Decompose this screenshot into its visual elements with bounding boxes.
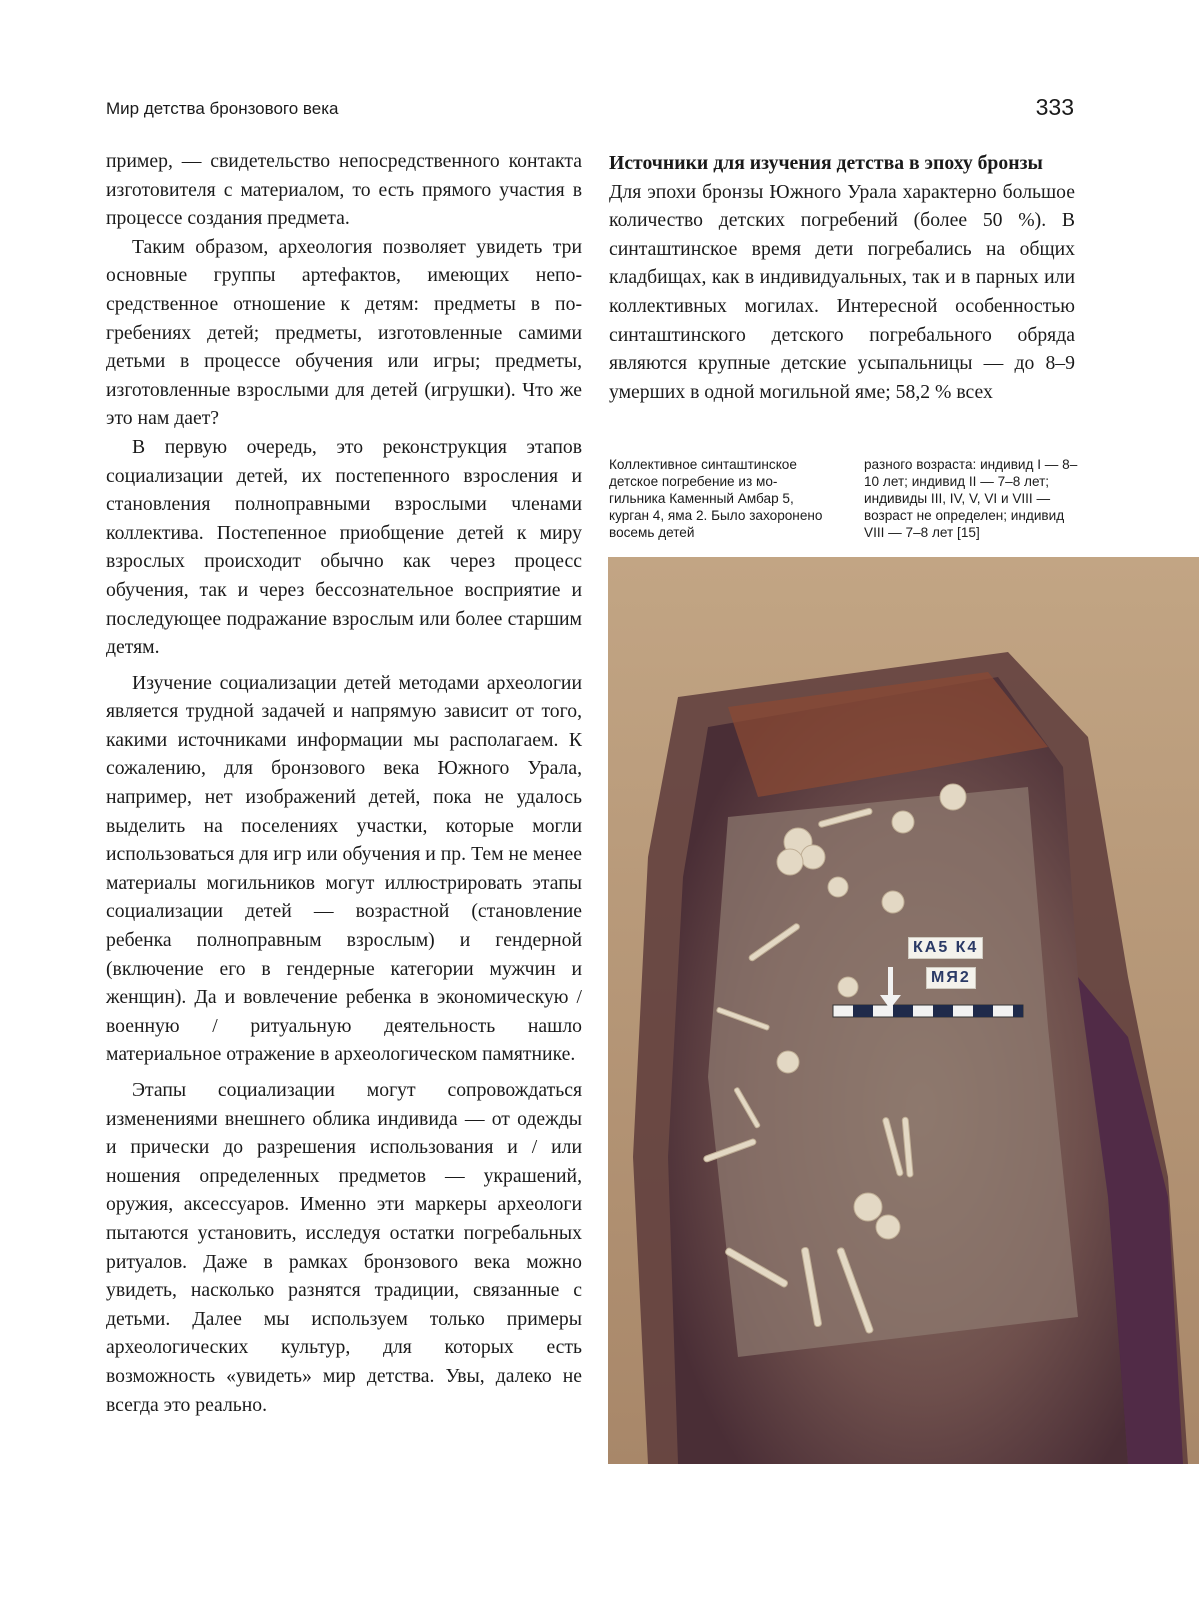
paragraph: пример, — свидетельство непосредственного кон­такта изготовителя с материалом, то есть прямого участия в процессе создания предмета. [106,147,582,233]
figure-caption-right: разного возраста: индивид I — 8–10 лет; индивид II — 7–8 лет; индивиды III, IV, V, VI и VIII — возраст не определен; индивид VIII — 7–8 лет [15] [864,456,1084,541]
section-heading: Источники для изучения детства в эпоху бронзы [609,149,1075,178]
paragraph: Этапы социализации могут сопровождаться изменениями внешнего облика индивида — от одежды и прически до разрешения использования и / или ношения определенных предметов — укра­шений, оружия, аксессуаров. Именно эти маркеры археологи пытаются установить, исследуя остатки погребальных ритуалов. Даже в рамках бронзового века можно увидеть, насколько разнятся традиции, связанные с детьми. Далее мы используем только примеры археологических культур, для которых есть возможность «увидеть» мир детства. Увы, да­леко не всегда это реально. [106,1076,582,1419]
paragraph: В первую очередь, это реконструкция этапов социализации детей, их постепенного взросления и становления полноправными взрослыми члена­ми коллектива. Постепенное приобщение детей к миру взрослых происходит обычно как через процесс обучения, так и через бессознательное вос­приятие и последующее подражание взрослым или более старшим детям. [106,433,582,662]
running-title: Мир детства бронзового века [106,99,339,119]
scale-bar [833,1005,1023,1017]
paragraph: Изучение социализации детей методами архео­логии является трудной задачей и напрямую зави­сит от того, какими источниками информации мы располагаем. К сожалению, для бронзового века Южного Урала, например, нет изображений детей, пока не удалось выделить на поселениях участки, которые могли использоваться для игр или обуче­ния и пр. Тем не менее материалы могильников мо­гут иллюстрировать этапы социализации детей — возрастной (становление ребенка полноправным взрослым) и гендерной (включение его в гендерные категории мужчин и женщин). Да и вовлечение ре­бенка в экономическую / военную / ритуальную деятельность нашло материальное отражение в ар­хеологическом памятнике. [106,669,582,1069]
right-text-column [609,149,1075,406]
burial-photo-illustration [608,557,1199,1464]
page-number: 333 [1010,94,1074,121]
site-label-board: КА5 К4 [908,937,983,959]
figure-caption-left: Коллективное синташтинское детское погребение из мо­гильника Каменный Амбар 5, курган 4, яма 2. Было захоронено восемь детей [609,456,825,541]
paragraph: Таким образом, археология позволяет увидеть три основные группы артефактов, имеющих непо­средственное отношение к детям: предметы в по­гребениях детей; предметы, изготовленные самими детьми в процессе обучения или игры; предметы, изготовленные взрослыми для детей (игрушки). Что же это нам дает? [106,233,582,433]
burial-excavation-photo [608,557,1199,1464]
paragraph: Для эпохи бронзы Южного Урала характерно боль­шое количество детских погребений (более 50 %). В синташтинское время дети погребались на общих кладбищах, как в индивидуальных, так и в парных или коллективных могилах. Интересной особенно­стью синташтинского детского погребального об­ряда являются крупные детские усыпальницы — до 8–9 умерших в одной могильной яме; 58,2 % всех [609,178,1075,407]
pit-label-board: МЯ2 [926,967,976,989]
left-text-column [106,147,582,1419]
